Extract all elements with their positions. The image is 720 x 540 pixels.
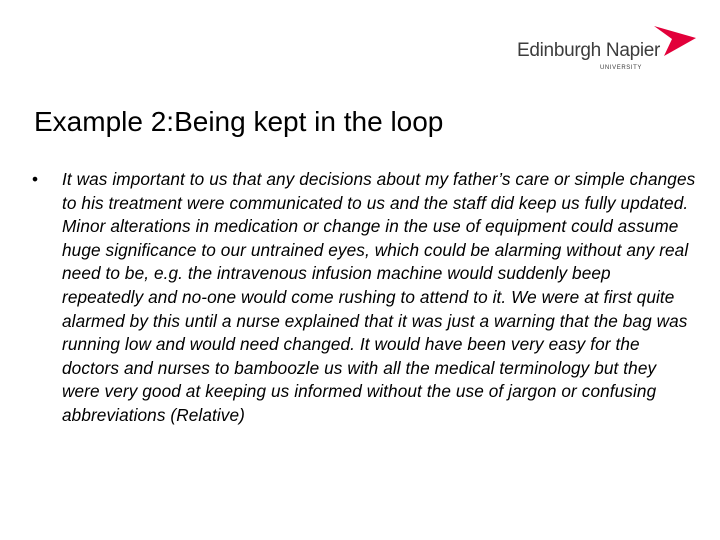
bullet-list [32,168,696,428]
slide-title: Example 2:Being kept in the loop [34,106,444,137]
bullet-item [32,168,696,428]
bullet-text: It was important to us that any decisions about my father’s care or simple changes to his treatment were communicated to us and the staff did keep us fully updated. Minor alterations in medication or change in the use of equipment could assume huge significance to our untrained eyes, which could be alarming without any real need to be, e.g. the intravenous infusion machine would suddenly beep repeatedly and no-one would come rushing to attend to it. We were at first quite alarmed by this until a nurse explained that it was just a warning that the bag was running low and would need changed. It would have been very easy for the doctors and nurses to bamboozle us with all the medical terminology but they were very good at keeping us informed without the use of jargon or confusing abbreviations (Relative) [62,169,696,425]
university-logo [512,26,697,76]
logo-subtitle: UNIVERSITY [600,65,643,71]
logo-name: Edinburgh Napier [517,40,661,61]
logo-mark-icon [654,26,696,56]
logo-chevron-shape [654,26,696,56]
bullet-marker: • [32,169,39,189]
